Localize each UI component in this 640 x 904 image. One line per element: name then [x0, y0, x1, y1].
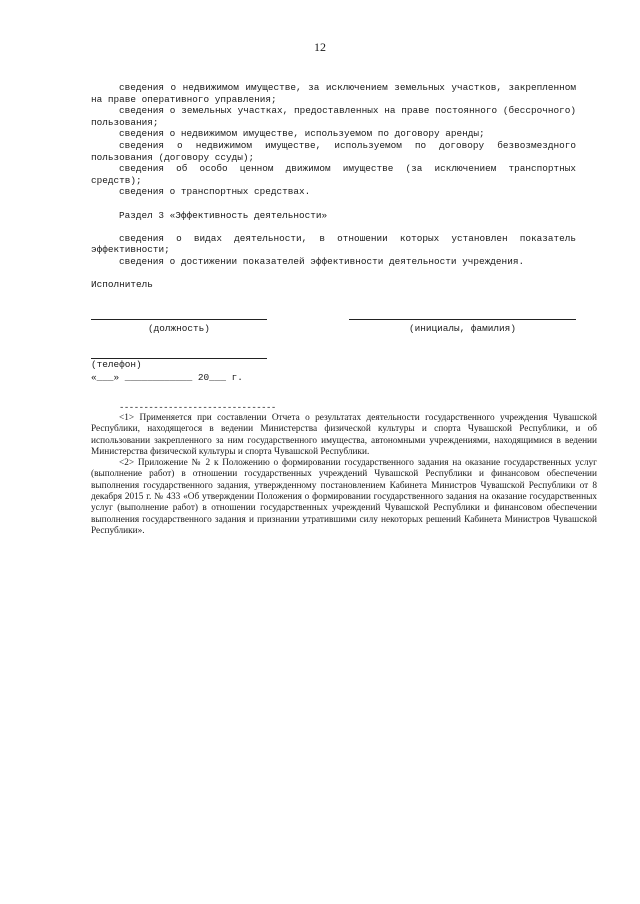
signature-row: [91, 319, 576, 343]
phone-caption: (телефон): [91, 359, 142, 370]
footnote-separator: --------------------------------: [119, 403, 276, 413]
page-number: 12: [314, 40, 326, 54]
footnote-2: <2> Приложение № 2 к Положению о формировании государственного задания на оказание государственных услуг (выполнение работ) в отношении государственных учреждений Чувашской Республики и финансовом обеспечении выполнения государственного задания, утвержденному постановлением Кабинета Министров Чувашской Республики от 8 декабря 2015 г. № 433 «Об утверждении Положения о формировании государственного задания на оказание государственных услуг (выполнение работ) в отношении государственных учреждений Чувашской Республики и финансовом обеспечении выполнения государственного задания и признании утратившими силу некоторых решений Кабинета Министров Чувашской Республики».: [91, 458, 597, 536]
list-item-efficiency-achievement: сведения о достижении показателей эффективности деятельности учреждения.: [119, 255, 525, 267]
name-line: [349, 319, 576, 320]
footnote-1: <1> Применяется при составлении Отчета о результатах деятельности государственного учреждения Чувашской Республики, находящегося в ведении Министерства физической культуры и спорта Чувашской Республики, и об использовании закрепленного за ним государственного имущества, автономными учреждениями, находящимися в ведении Министерства физической культуры и спорта Чувашской Республики.: [91, 413, 597, 457]
phone-block: [91, 355, 291, 383]
property-reports-list: [91, 82, 576, 291]
section3-heading: Раздел 3 «Эффективность деятельности»: [119, 209, 328, 221]
date-line: «___» ____________ 20___ г.: [91, 371, 243, 383]
executor-label: Исполнитель: [91, 279, 153, 291]
list-item-land-plots: сведения о земельных участках, предоставленных на праве постоянного (бессрочного) пользования;: [91, 105, 576, 128]
list-item-vehicles: сведения о транспортных средствах.: [119, 186, 311, 198]
list-item-activity-types: сведения о видах деятельности, в отношении которых установлен показатель эффективности;: [91, 232, 576, 256]
footnotes: [91, 413, 597, 537]
list-item-operative-property: сведения о недвижимом имуществе, за исключением земельных участков, закрепленном на праве оперативного управления;: [91, 82, 576, 105]
list-item-loan-property: сведения о недвижимом имуществе, используемом по договору безвозмездного пользования (договору ссуды);: [91, 139, 576, 163]
list-item-valuable-movables: сведения об особо ценном движимом имуществе (за исключением транспортных средств);: [91, 163, 576, 186]
name-caption: (инициалы, фамилия): [409, 323, 516, 334]
position-caption: (должность): [148, 323, 210, 334]
position-line: [91, 319, 267, 320]
list-item-lease-property: сведения о недвижимом имуществе, используемом по договору аренды;: [119, 128, 485, 140]
